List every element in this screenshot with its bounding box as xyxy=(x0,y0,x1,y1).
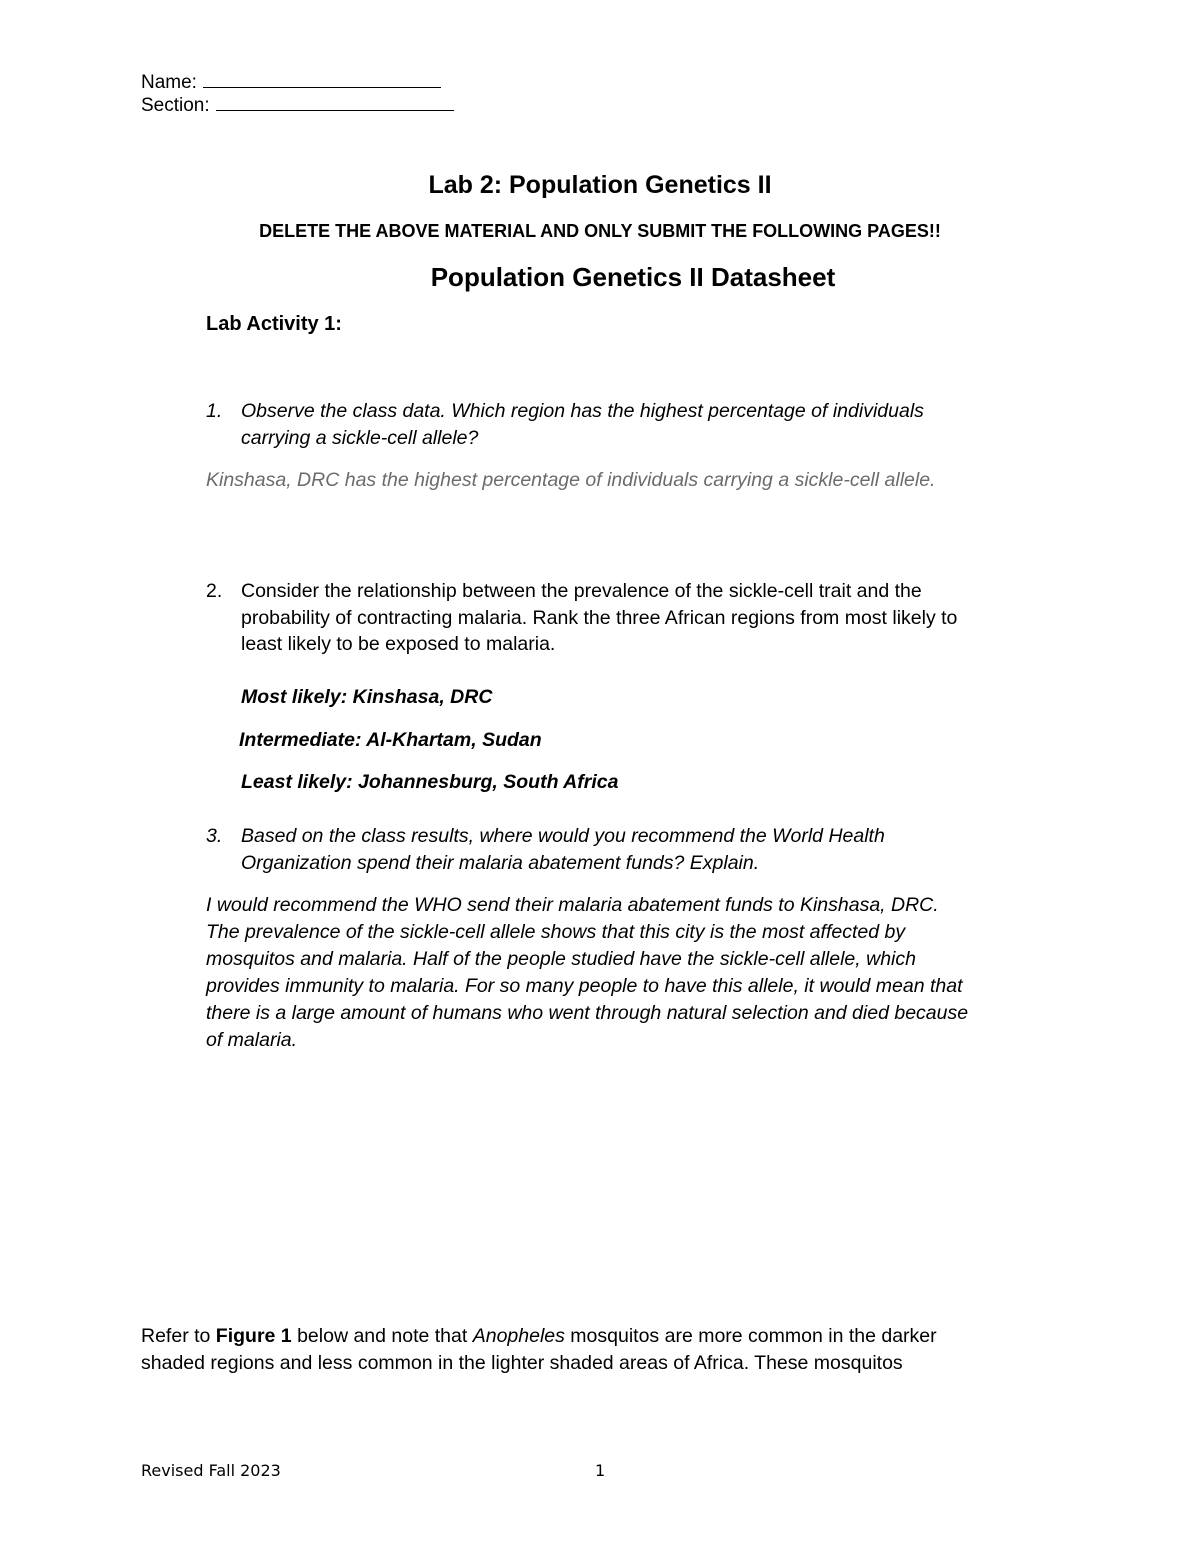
question-1-line-2: carrying a sickle-cell allele? xyxy=(241,426,479,449)
delete-warning: DELETE THE ABOVE MATERIAL AND ONLY SUBMIT THE FOLLOWING PAGES!! xyxy=(259,221,941,241)
figure-reference-line-1 xyxy=(141,1323,937,1350)
page-number: 1 xyxy=(595,1461,606,1480)
question-1-line-1: Observe the class data. Which region has the highest percentage of individuals xyxy=(241,400,924,422)
document-title: Lab 2: Population Genetics II xyxy=(428,171,772,199)
section-blank-line[interactable] xyxy=(216,96,454,111)
question-3-line-1: Based on the class results, where would you recommend the World Health xyxy=(241,825,885,847)
question-2 xyxy=(206,578,1106,660)
rank-intermediate: Intermediate: Al-Khartam, Sudan xyxy=(239,729,542,751)
answer-3-line: I would recommend the WHO send their malaria abatement funds to Kinshasa, DRC. xyxy=(206,894,939,916)
question-3-number: 3. xyxy=(206,825,223,847)
name-field-row xyxy=(141,72,441,94)
answer-3-line: of malaria. xyxy=(206,1029,298,1051)
rank-least-likely: Least likely: Johannesburg, South Africa xyxy=(241,771,619,793)
rank-most-likely: Most likely: Kinshasa, DRC xyxy=(241,686,493,708)
question-3-line-2: Organization spend their malaria abatement funds? Explain. xyxy=(241,851,760,874)
datasheet-title: Population Genetics II Datasheet xyxy=(430,262,836,292)
text-run: below and note that xyxy=(291,1325,473,1347)
answer-3-line: mosquitos and malaria. Half of the people studied have the sickle-cell allele, which xyxy=(206,948,916,970)
section-label: Section: xyxy=(141,95,210,116)
name-label: Name: xyxy=(141,72,197,93)
question-1-number: 1. xyxy=(206,400,223,422)
figure-1-reference: Figure 1 xyxy=(215,1325,292,1347)
answer-3 xyxy=(206,892,968,1054)
question-2-line-1: Consider the relationship between the prevalence of the sickle-cell trait and the xyxy=(241,580,922,602)
text-run: mosquitos are more common in the darker xyxy=(564,1325,937,1347)
answer-3-line: there is a large amount of humans who went through natural selection and died because xyxy=(206,1002,969,1024)
question-1 xyxy=(206,398,1106,454)
figure-reference-paragraph xyxy=(141,1323,937,1377)
name-blank-line[interactable] xyxy=(203,73,441,88)
species-name: Anopheles xyxy=(472,1325,565,1347)
revision-note: Revised Fall 2023 xyxy=(141,1461,281,1480)
text-run: Refer to xyxy=(141,1325,216,1347)
answer-1: Kinshasa, DRC has the highest percentage of individuals carrying a sickle-cell allele. xyxy=(206,469,936,491)
question-2-line-2: probability of contracting malaria. Rank the three African regions from most likely to xyxy=(241,606,958,629)
question-2-line-3: least likely to be exposed to malaria. xyxy=(241,633,556,655)
question-2-number: 2. xyxy=(206,580,223,602)
question-3 xyxy=(206,823,1106,879)
section-field-row xyxy=(141,95,454,117)
lab-activity-heading: Lab Activity 1: xyxy=(206,313,342,335)
figure-reference-line-2: shaded regions and less common in the lighter shaded areas of Africa. These mosquitos xyxy=(141,1352,903,1374)
answer-3-line: The prevalence of the sickle-cell allele shows that this city is the most affected by xyxy=(206,921,906,943)
answer-3-line: provides immunity to malaria. For so many people to have this allele, it would mean that xyxy=(206,975,963,997)
